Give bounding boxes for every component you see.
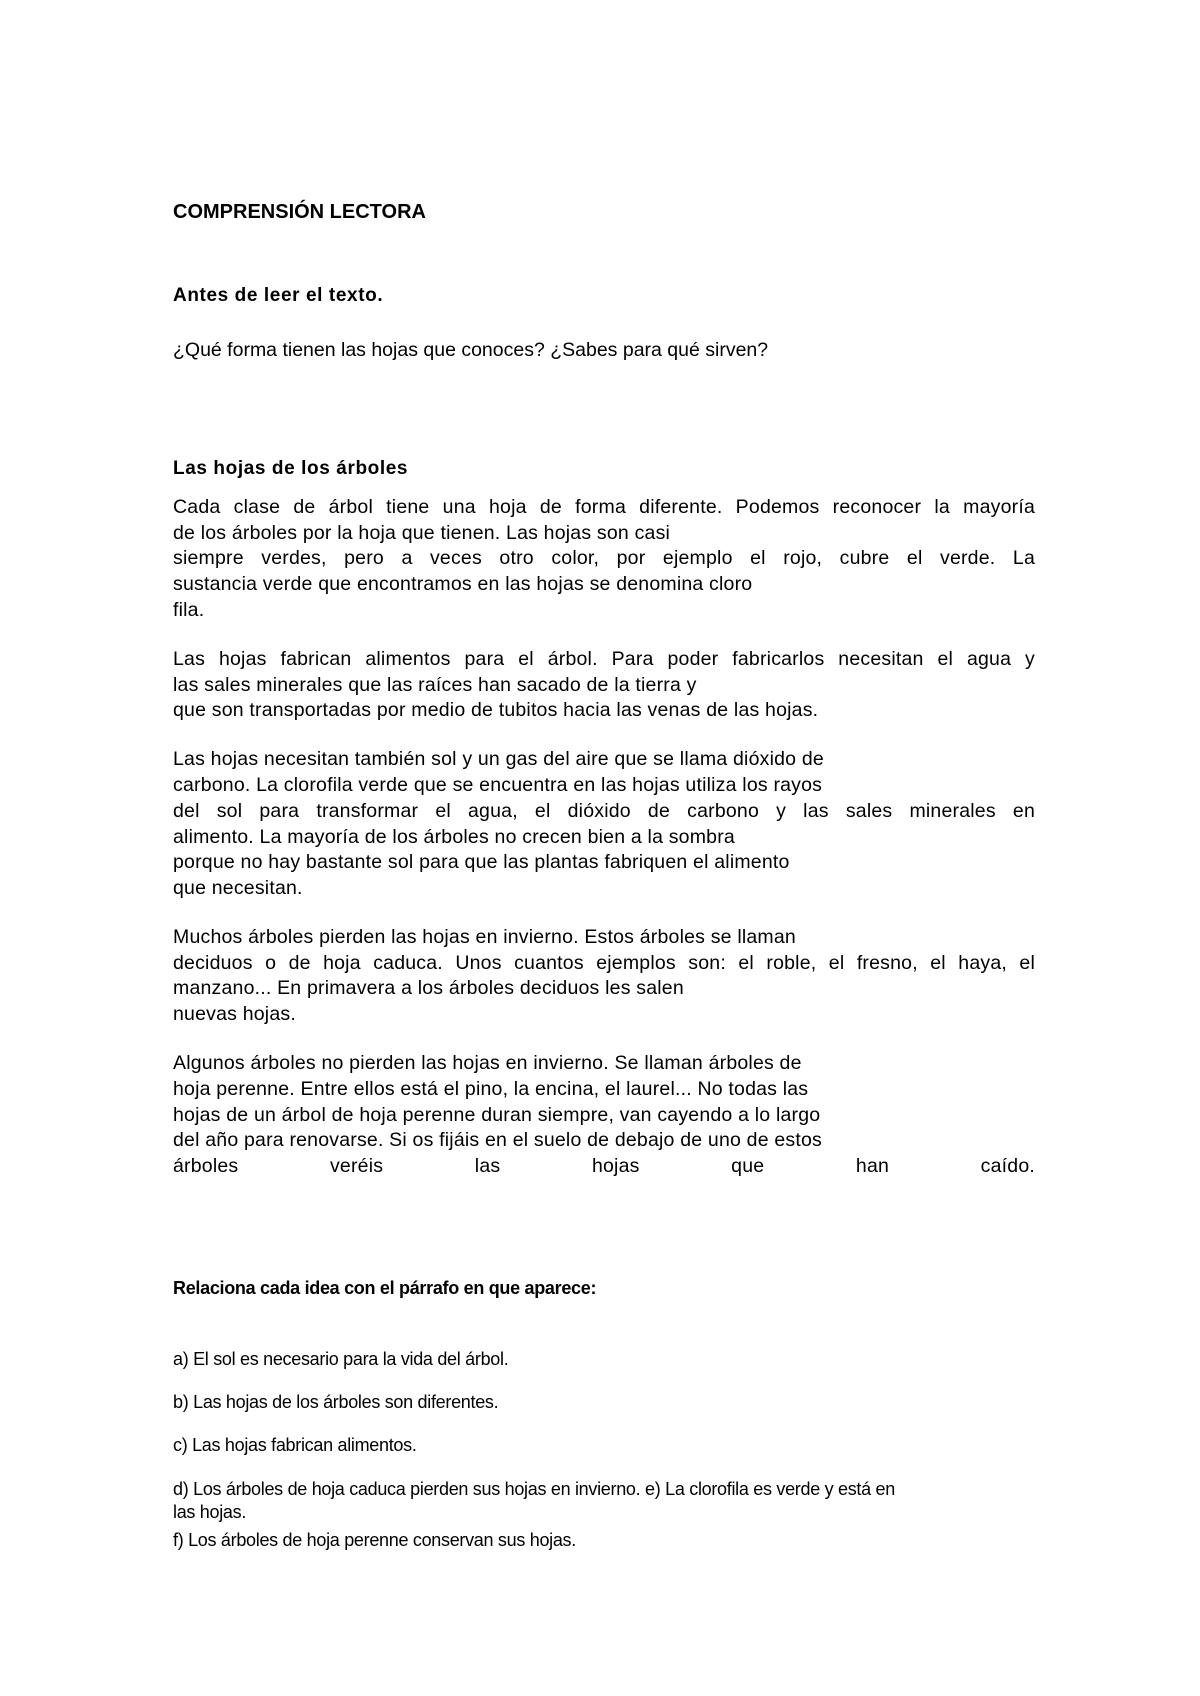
paragraph-line: del sol para transformar el agua, el dióxido de carbono y las sales minerales en xyxy=(173,800,1035,822)
paragraph-line: nuevas hojas. xyxy=(173,1003,296,1025)
paragraph-line: manzano... En primavera a los árboles deciduos les salen xyxy=(173,977,684,999)
paragraph-line: Las hojas necesitan también sol y un gas del aire que se llama dióxido de xyxy=(173,748,824,770)
paragraph-line: las sales minerales que las raíces han sacado de la tierra y xyxy=(173,674,697,696)
before-reading-question: ¿Qué forma tienen las hojas que conoces? ¿Sabes para qué sirven? xyxy=(173,339,769,361)
before-reading-heading: Antes de leer el texto. xyxy=(173,285,384,306)
paragraph-line: siempre verdes, pero a veces otro color, por ejemplo el rojo, cubre el verde. La xyxy=(173,547,1035,569)
exercise-item: las hojas. xyxy=(173,1502,247,1522)
paragraph-line: Cada clase de árbol tiene una hoja de forma diferente. Podemos reconocer la mayoría xyxy=(173,496,1035,518)
exercise-item: f) Los árboles de hoja perenne conservan sus hojas. xyxy=(173,1530,576,1550)
paragraph-line: carbono. La clorofila verde que se encuentra en las hojas utiliza los rayos xyxy=(173,774,823,796)
paragraph-line: que necesitan. xyxy=(173,877,303,899)
paragraph-line: hojas de un árbol de hoja perenne duran siempre, van cayendo a lo largo xyxy=(173,1104,821,1126)
document-page xyxy=(173,0,1035,1696)
paragraph-line: Muchos árboles pierden las hojas en invierno. Estos árboles se llaman xyxy=(173,926,796,948)
exercise-item: d) Los árboles de hoja caduca pierden sus hojas en invierno. e) La clorofila es verde y está en xyxy=(173,1479,895,1499)
paragraph-line: sustancia verde que encontramos en las hojas se denomina cloro xyxy=(173,573,753,595)
paragraph-line: Las hojas fabrican alimentos para el árbol. Para poder fabricarlos necesitan el agua y xyxy=(173,648,1035,670)
article-heading: Las hojas de los árboles xyxy=(173,458,409,479)
paragraph-line: hoja perenne. Entre ellos está el pino, la encina, el laurel... No todas las xyxy=(173,1078,809,1100)
paragraph-line: porque no hay bastante sol para que las plantas fabriquen el alimento xyxy=(173,851,790,873)
paragraph-line: árboles veréis las hojas que han caído. xyxy=(173,1155,1035,1177)
exercise-heading: Relaciona cada idea con el párrafo en que aparece: xyxy=(173,1278,597,1298)
paragraph-line: Algunos árboles no pierden las hojas en invierno. Se llaman árboles de xyxy=(173,1052,802,1074)
paragraph-line: fila. xyxy=(173,599,205,621)
exercise-item: c) Las hojas fabrican alimentos. xyxy=(173,1435,417,1455)
paragraph-line: de los árboles por la hoja que tienen. Las hojas son casi xyxy=(173,522,671,544)
paragraph-line: que son transportadas por medio de tubitos hacia las venas de las hojas. xyxy=(173,699,819,721)
page-title: COMPRENSIÓN LECTORA xyxy=(173,201,426,223)
exercise-item: b) Las hojas de los árboles son diferentes. xyxy=(173,1392,499,1412)
paragraph-line: alimento. La mayoría de los árboles no crecen bien a la sombra xyxy=(173,826,735,848)
paragraph-line: deciduos o de hoja caduca. Unos cuantos ejemplos son: el roble, el fresno, el haya, el xyxy=(173,952,1035,974)
paragraph-line: del año para renovarse. Si os fijáis en el suelo de debajo de uno de estos xyxy=(173,1129,822,1151)
exercise-item: a) El sol es necesario para la vida del árbol. xyxy=(173,1349,509,1369)
